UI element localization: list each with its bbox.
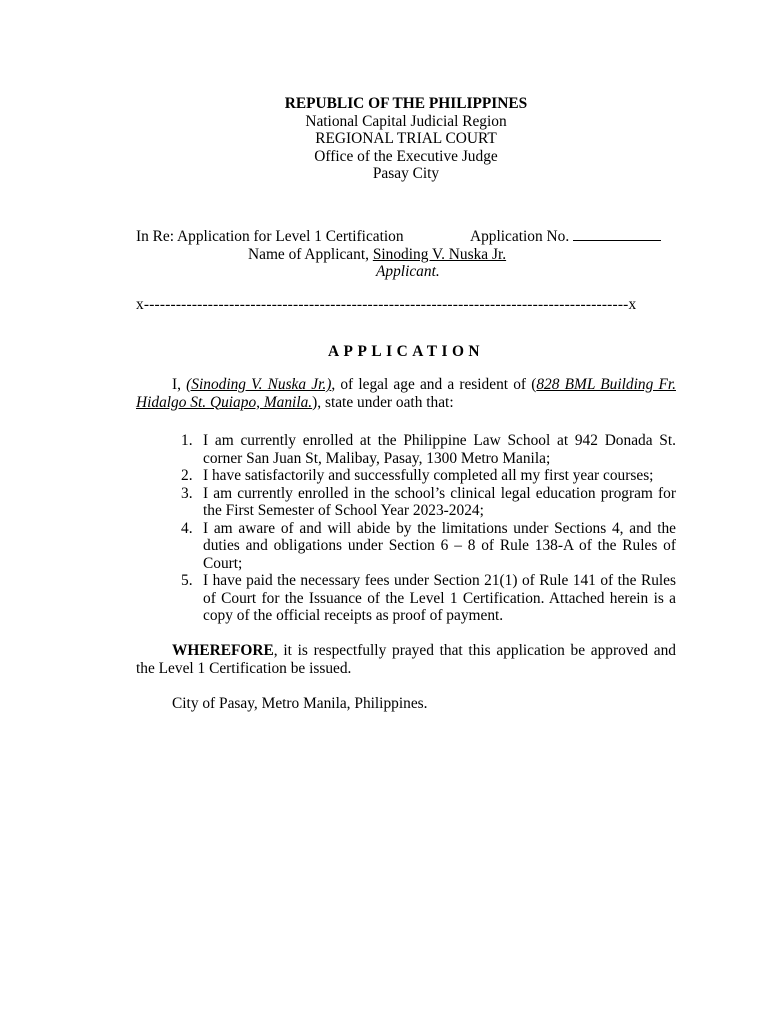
application-no-blank: [573, 228, 661, 241]
item-text: I have paid the necessary fees under Section 21(1) of Rule 141 of the Rules of Court for the Issuance of the Level 1 Certification. Attached herein is a copy of the official receipts as proof of payment.: [203, 572, 676, 624]
header-region: National Capital Judicial Region: [305, 112, 507, 130]
city-line: City of Pasay, Metro Manila, Philippines.: [172, 694, 428, 712]
list-item: [136, 520, 676, 573]
item-number: 2.: [181, 467, 193, 484]
header-office: Office of the Executive Judge: [314, 147, 498, 165]
intro-name: (Sinoding V. Nuska Jr.): [186, 376, 332, 393]
list-item: [136, 432, 676, 467]
item-number: 4.: [181, 519, 193, 537]
applicant-name-line: [248, 246, 506, 264]
header-republic: REPUBLIC OF THE PHILIPPINES: [284, 95, 528, 112]
application-number: [470, 228, 661, 246]
item-number: 5.: [181, 572, 193, 589]
item-text: I am currently enrolled in the school’s clinical legal education program for the First Semester of School Year 2023-2024;: [203, 484, 676, 519]
application-no-label: Application No.: [470, 228, 570, 245]
intro-address: 828 BML Building Fr. Hidalgo St. Quiapo, Manila.: [136, 376, 676, 411]
list-item: [136, 572, 676, 625]
sworn-statements-list: [136, 432, 676, 625]
intro-middle: , of legal age and a resident of (: [331, 376, 537, 393]
list-item: [136, 485, 676, 520]
header-court: REGIONAL TRIAL COURT: [315, 130, 497, 147]
item-text: I have satisfactorily and successfully completed all my first year courses;: [203, 467, 654, 484]
applicant-role: Applicant.: [376, 263, 440, 280]
in-re-line: In Re: Application for Level 1 Certification: [136, 228, 404, 245]
intro-suffix: ), state under oath that:: [312, 393, 454, 411]
name-label: Name of Applicant,: [248, 245, 369, 263]
intro-prefix: I,: [172, 376, 181, 393]
wherefore-paragraph: [136, 642, 676, 677]
applicant-name: Sinoding V. Nuska Jr.: [372, 245, 507, 263]
document-title: APPLICATION: [327, 343, 485, 360]
item-text: I am currently enrolled at the Philippine Law School at 942 Donada St. corner San Juan St, Malibay, Pasay, 1300 Metro Manila;: [203, 432, 676, 467]
header-city: Pasay City: [372, 165, 440, 182]
wherefore-keyword: WHEREFORE: [172, 642, 274, 659]
list-item: [136, 467, 676, 485]
intro-paragraph: [136, 376, 676, 411]
item-number: 1.: [181, 432, 193, 449]
court-header: [0, 95, 768, 183]
wherefore-text: , it is respectfully prayed that this application be approved and the Level 1 Certification be issued.: [136, 642, 676, 677]
caption-divider: x-------------------------------------------------------------------------------------------x: [136, 296, 637, 313]
item-number: 3.: [181, 484, 193, 502]
case-caption: [136, 228, 676, 280]
document-body: [136, 376, 676, 727]
item-text: I am aware of and will abide by the limitations under Sections 4, and the duties and obligations under Section 6 – 8 of Rule 138-A of the Rules of Court;: [203, 519, 676, 572]
